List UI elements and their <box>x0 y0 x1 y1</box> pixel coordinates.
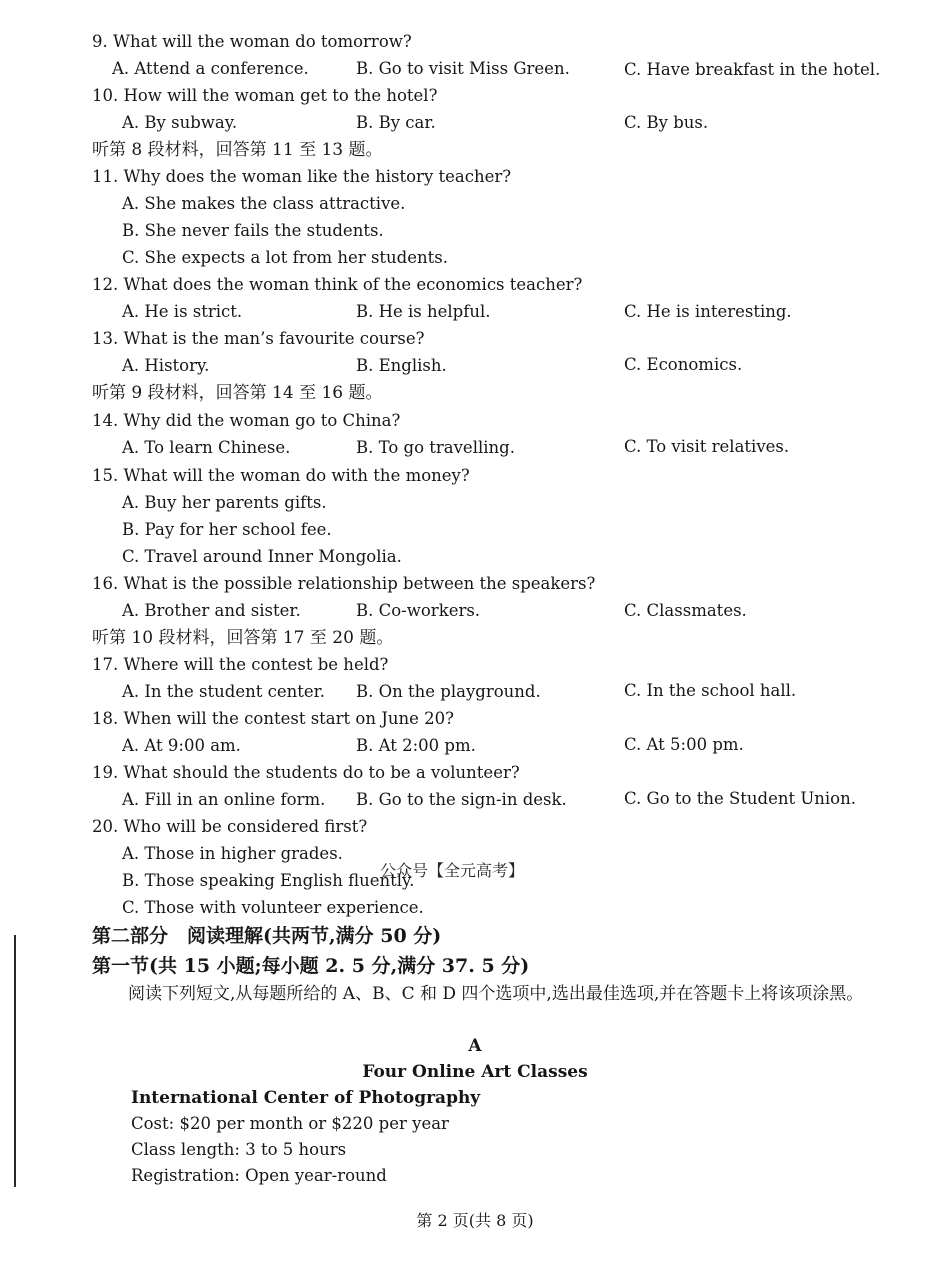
question-18-stem: 18. When will the contest start on June 20? <box>92 709 454 728</box>
section-8-heading: 听第 8 段材料，回答第 11 至 13 题。 <box>92 140 383 160</box>
question-19-option-b: B. Go to the sign-in desk. <box>356 790 567 809</box>
question-15-stem: 15. What will the woman do with the money? <box>92 466 470 485</box>
question-13-option-a: A. History. <box>122 356 210 375</box>
question-12-option-a: A. He is strict. <box>122 302 243 321</box>
question-9-option-a: A. Attend a conference. <box>112 59 309 78</box>
question-19-option-a: A. Fill in an online form. <box>122 790 326 809</box>
passage-title: Four Online Art Classes <box>362 1062 588 1082</box>
question-13-stem: 13. What is the man’s favourite course? <box>92 329 425 348</box>
question-19-option-c: C. Go to the Student Union. <box>624 789 856 808</box>
question-9-stem: 9. What will the woman do tomorrow? <box>92 32 412 51</box>
question-11-option-b: B. She never fails the students. <box>122 221 384 240</box>
question-11-option-c: C. She expects a lot from her students. <box>122 248 448 267</box>
question-11-stem: 11. Why does the woman like the history teacher? <box>92 167 512 186</box>
question-14-option-c: C. To visit relatives. <box>624 437 790 456</box>
question-12-option-c: C. He is interesting. <box>624 302 792 321</box>
part-2-title: 第二部分 阅读理解(共两节,满分 50 分) <box>92 925 442 947</box>
question-13-option-c: C. Economics. <box>624 355 743 374</box>
question-13-option-b: B. English. <box>356 356 447 375</box>
question-20-option-c: C. Those with volunteer experience. <box>122 898 424 917</box>
question-17-option-c: C. In the school hall. <box>624 681 797 700</box>
question-18-option-a: A. At 9:00 am. <box>122 736 241 755</box>
question-11-option-a: A. She makes the class attractive. <box>122 194 406 213</box>
passage-cost: Cost: $20 per month or $220 per year <box>131 1114 449 1133</box>
question-20-stem: 20. Who will be considered first? <box>92 817 368 836</box>
question-17-option-b: B. On the playground. <box>356 682 541 701</box>
question-9-option-c: C. Have breakfast in the hotel. <box>624 60 881 79</box>
part-2-subtitle: 第一节(共 15 小题;每小题 2. 5 分,满分 37. 5 分) <box>92 955 530 977</box>
question-15-option-c: C. Travel around Inner Mongolia. <box>122 547 402 566</box>
passage-class-length: Class length: 3 to 5 hours <box>131 1140 347 1159</box>
watermark: 公众号【全元高考】 <box>380 861 525 880</box>
question-17-stem: 17. Where will the contest be held? <box>92 655 389 674</box>
question-14-stem: 14. Why did the woman go to China? <box>92 411 401 430</box>
question-10-option-a: A. By subway. <box>122 113 238 132</box>
question-16-stem: 16. What is the possible relationship between the speakers? <box>92 574 596 593</box>
page-footer: 第 2 页(共 8 页) <box>416 1211 534 1230</box>
question-15-option-b: B. Pay for her school fee. <box>122 520 332 539</box>
question-15-option-a: A. Buy her parents gifts. <box>122 493 327 512</box>
section-9-heading: 听第 9 段材料，回答第 14 至 16 题。 <box>92 383 383 403</box>
part-2-instruction: 阅读下列短文,从每题所给的 A、B、C 和 D 四个选项中,选出最佳选项,并在答题卡上将该项涂黑。 <box>128 984 864 1004</box>
section-10-heading: 听第 10 段材料，回答第 17 至 20 题。 <box>92 628 394 648</box>
passage-letter: A <box>468 1036 482 1056</box>
question-10-stem: 10. How will the woman get to the hotel? <box>92 86 438 105</box>
question-19-stem: 19. What should the students do to be a volunteer? <box>92 763 520 782</box>
question-16-option-a: A. Brother and sister. <box>122 601 301 620</box>
question-18-option-c: C. At 5:00 pm. <box>624 735 744 754</box>
question-16-option-c: C. Classmates. <box>624 601 747 620</box>
question-20-option-a: A. Those in higher grades. <box>122 844 343 863</box>
question-14-option-b: B. To go travelling. <box>356 438 515 457</box>
question-14-option-a: A. To learn Chinese. <box>122 438 291 457</box>
question-20-option-b: B. Those speaking English fluently. <box>122 871 415 890</box>
question-16-option-b: B. Co-workers. <box>356 601 481 620</box>
question-12-option-b: B. He is helpful. <box>356 302 491 321</box>
question-9-option-b: B. Go to visit Miss Green. <box>356 59 570 78</box>
passage-org: International Center of Photography <box>131 1088 481 1108</box>
question-17-option-a: A. In the student center. <box>122 682 325 701</box>
question-12-stem: 12. What does the woman think of the economics teacher? <box>92 275 583 294</box>
question-18-option-b: B. At 2:00 pm. <box>356 736 476 755</box>
question-10-option-b: B. By car. <box>356 113 436 132</box>
passage-registration: Registration: Open year-round <box>131 1166 387 1185</box>
question-10-option-c: C. By bus. <box>624 113 709 132</box>
